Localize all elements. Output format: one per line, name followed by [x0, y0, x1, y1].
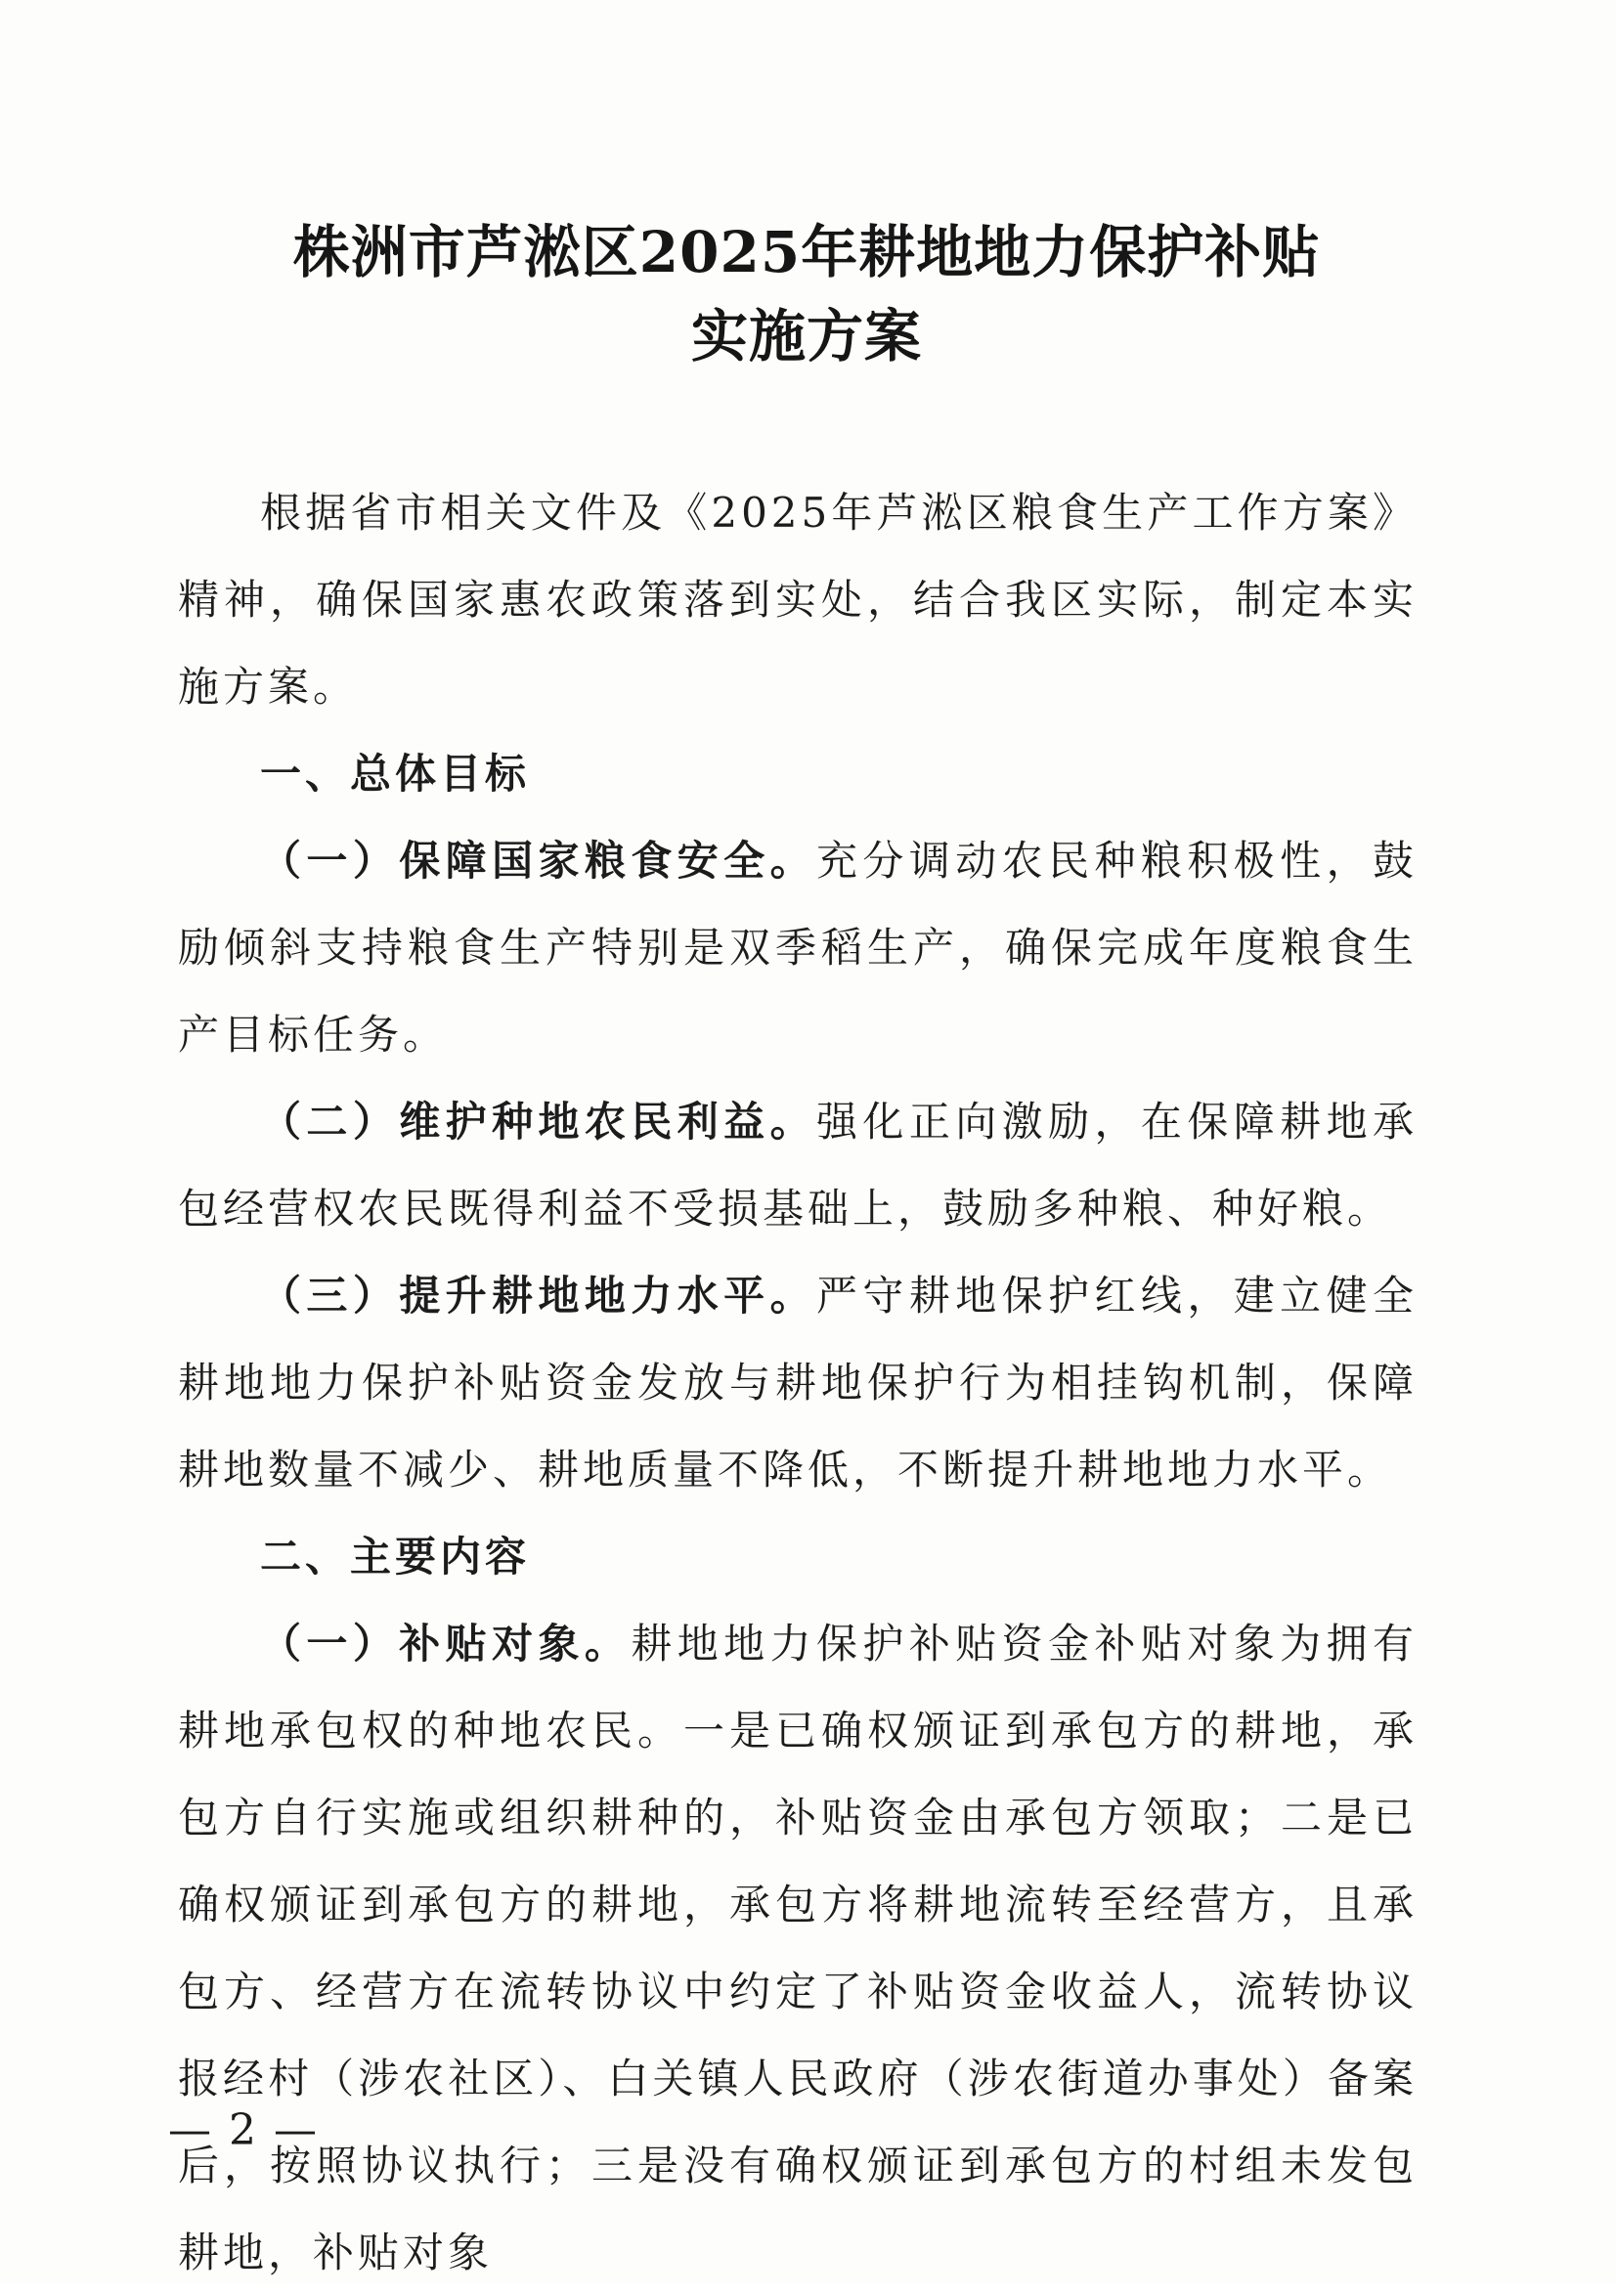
intro-paragraph: 根据省市相关文件及《2025年芦淞区粮食生产工作方案》精神，确保国家惠农政策落到实处，结合我区实际，制定本实施方案。 [178, 489, 1418, 711]
section-2-item-1 [178, 1600, 1418, 2296]
section-2-heading: 二、主要内容 [260, 1533, 531, 1581]
section-2-item-1-lead: （一）补贴对象。 [260, 1620, 632, 1668]
section-1-item-3 [178, 1252, 1418, 1513]
section-1-item-2 [178, 1078, 1418, 1252]
section-1-item-3-lead: （三）提升耕地地力水平。 [260, 1272, 816, 1320]
section-1-item-1-text: 充分调动农民种粮积极性，鼓励倾斜支持粮食生产特别是双季稻生产，确保完成年度粮食生产目标任务。 [178, 837, 1418, 1059]
section-1-item-3-text: 严守耕地保护红线，建立健全耕地地力保护补贴资金发放与耕地保护行为相挂钩机制，保障耕地数量不减少、耕地质量不降低，不断提升耕地地力水平。 [178, 1272, 1418, 1494]
section-1-item-1 [178, 817, 1418, 1078]
document-body [178, 469, 1418, 2296]
section-2-item-1-text: 耕地地力保护补贴资金补贴对象为拥有耕地承包权的种地农民。一是已确权颁证到承包方的耕地，承包方自行实施或组织耕种的，补贴资金由承包方领取；二是已确权颁证到承包方的耕地，承包方将耕地流转至经营方，且承包方、经营方在流转协议中约定了补贴资金收益人，流转协议报经村（涉农社区）、白关镇人民政府（涉农街道办事处）备案后，按照协议执行；三是没有确权颁证到承包方的村组未发包耕地，补贴对象 [178, 1620, 1418, 2276]
section-1-item-1-lead: （一）保障国家粮食安全。 [260, 837, 816, 885]
page-number: — 2 — [168, 2105, 319, 2155]
section-1-item-2-text: 强化正向激励，在保障耕地承包经营权农民既得利益不受损基础上，鼓励多种粮、种好粮。 [178, 1098, 1418, 1233]
section-1-item-2-lead: （二）维护种地农民利益。 [260, 1098, 816, 1146]
section-1-heading: 一、总体目标 [260, 750, 531, 798]
document-title-line-2: 实施方案 [690, 303, 922, 369]
document-title-line-1: 株洲市芦淞区2025年耕地地力保护补贴 [292, 219, 1321, 285]
